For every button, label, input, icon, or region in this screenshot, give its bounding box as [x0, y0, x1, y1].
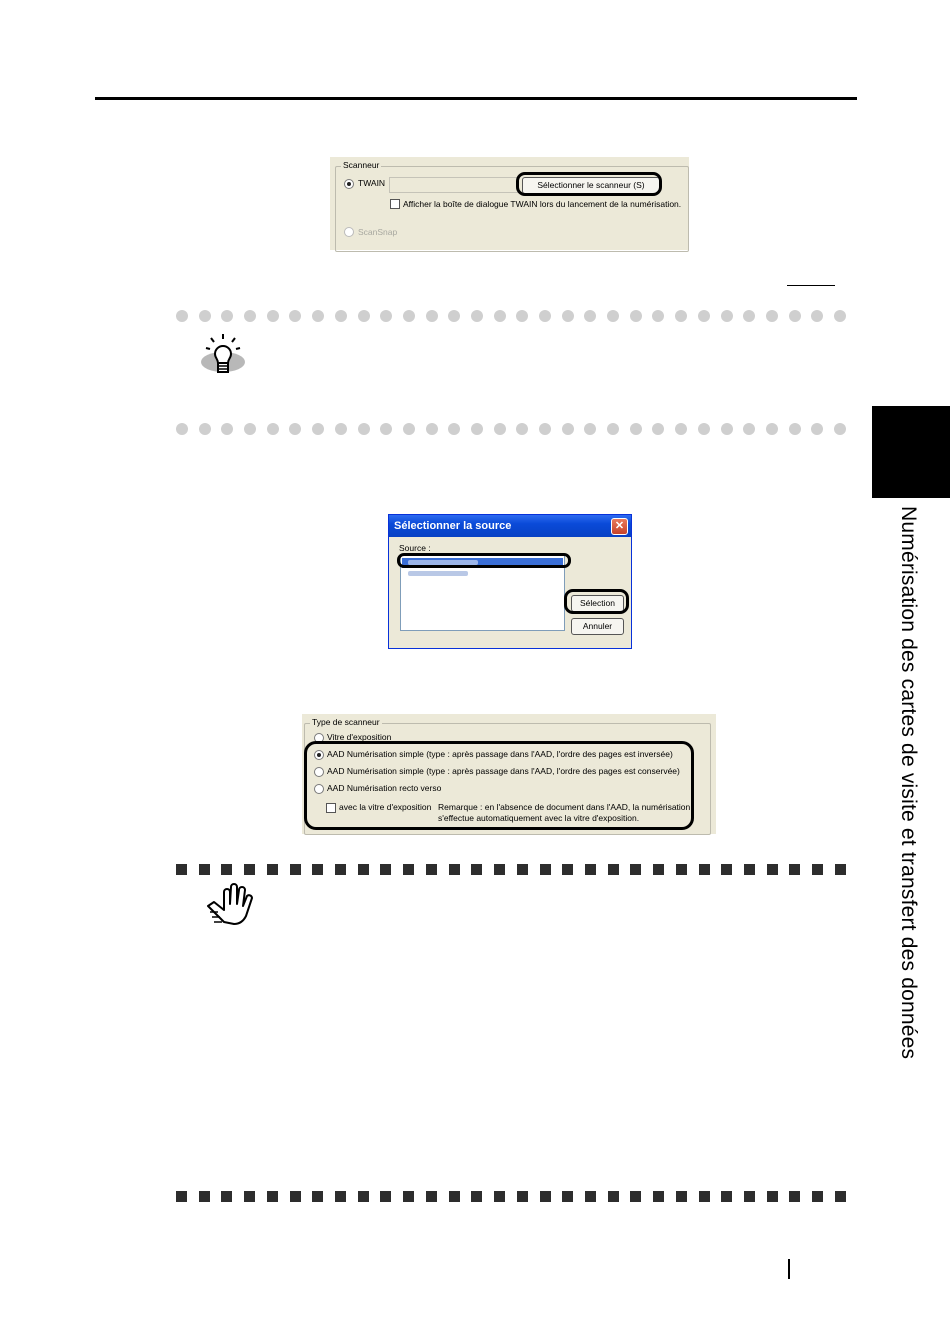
exposure-glass-label: avec la vitre d'exposition: [339, 802, 432, 812]
lightbulb-icon: [198, 332, 248, 378]
short-rule: [787, 285, 835, 286]
chapter-title-text: Numérisation des cartes de visite et transfert des données: [897, 506, 920, 1060]
attention-top-squares: [176, 864, 846, 875]
option-label-2: AAD Numérisation simple (type : après passage dans l'AAD, l'ordre des pages est conservée): [327, 766, 680, 776]
hint-top-dots: [176, 310, 846, 322]
hint-bottom-dots: [176, 423, 846, 435]
highlight-source-item: [397, 553, 571, 568]
header-rule: [95, 97, 857, 100]
highlight-adf-options: [304, 741, 694, 830]
twain-radio[interactable]: [344, 179, 354, 189]
remark-line-2: s'effectue automatiquement avec la vitre d'exposition.: [438, 813, 640, 823]
scansnap-radio[interactable]: [344, 227, 354, 237]
hand-icon: [204, 882, 256, 926]
remark-line-1: Remarque : en l'absence de document dans l'AAD, la numérisation: [438, 802, 691, 812]
select-scanner-button[interactable]: Sélectionner le scanneur (S): [522, 177, 660, 194]
option-label-1: AAD Numérisation simple (type : après passage dans l'AAD, l'ordre des pages est inversée): [327, 749, 673, 759]
scansnap-label: ScanSnap: [358, 227, 398, 237]
twain-source-field: [389, 177, 519, 193]
scanner-group-title: Scanneur: [343, 160, 380, 170]
cancel-button[interactable]: Annuler: [571, 618, 624, 635]
option-label-3: AAD Numérisation recto verso: [327, 783, 442, 793]
scanner-type-screenshot: [302, 714, 716, 834]
scanner-type-group-title: Type de scanneur: [312, 717, 380, 727]
chapter-tab: [872, 406, 950, 498]
highlight-select-button: [564, 589, 629, 614]
dialog-title: Sélectionner la source: [394, 520, 512, 532]
show-twain-checkbox[interactable]: [390, 199, 400, 209]
scanner-settings-screenshot: [330, 157, 689, 250]
twain-label: TWAIN: [358, 178, 386, 188]
highlight-select-scanner: [516, 172, 662, 196]
source-label: Source :: [399, 543, 431, 553]
attention-bottom-squares: [176, 1191, 846, 1202]
chapter-vertical-title: [864, 506, 944, 1086]
select-button[interactable]: Sélection: [571, 595, 624, 612]
dialog-titlebar: [389, 515, 631, 537]
option-label-0: Vitre d'exposition: [327, 732, 392, 742]
show-twain-label: Afficher la boîte de dialogue TWAIN lors du lancement de la numérisation.: [403, 199, 682, 209]
select-source-dialog: [388, 514, 632, 649]
page-number-rule: [788, 1259, 790, 1279]
source-list-item[interactable]: [402, 569, 563, 579]
close-icon[interactable]: ✕: [611, 518, 628, 535]
